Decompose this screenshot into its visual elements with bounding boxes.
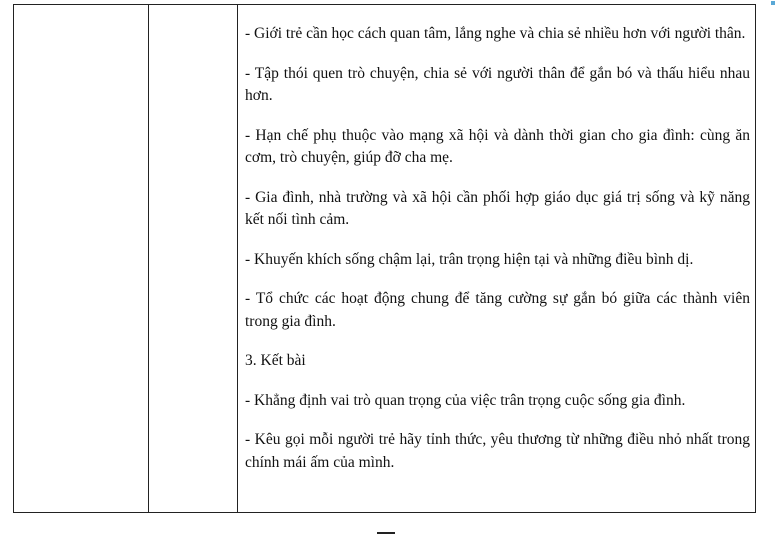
paragraph-5: - Khuyến khích sống chậm lại, trân trọng hiện tại và những điều bình dị. [245,250,694,268]
section-heading-ket-bai: 3. Kết bài [245,352,306,369]
paragraph-6: - Tổ chức các hoạt động chung để tăng cường sự gắn bó giữa các thành viên trong gia đình. [245,290,750,330]
paragraph-3: - Hạn chế phụ thuộc vào mạng xã hội và dành thời gian cho gia đình: cùng ăn cơm, trò chuyện, giúp đỡ cha mẹ. [245,126,750,166]
column-divider-1 [148,5,149,512]
paragraph-8: - Kêu gọi mỗi người trẻ hãy tỉnh thức, yêu thương từ những điều nhỏ nhất trong chính mái ấm của mình. [245,431,750,471]
paragraph-2: - Tập thói quen trò chuyện, chia sẻ với người thân để gắn bó và thấu hiểu nhau hơn. [245,64,750,104]
paragraph-7: - Khẳng định vai trò quan trọng của việc trân trọng cuộc sống gia đình. [245,391,686,409]
corner-marker [771,1,775,5]
page-bottom-mark [377,532,395,534]
paragraph-4: - Gia đình, nhà trường và xã hội cần phối hợp giáo dục giá trị sống và kỹ năng kết nối tình cảm. [245,188,750,228]
column-divider-2 [237,5,238,512]
content-cell [245,23,750,491]
paragraph-1: - Giới trẻ cần học cách quan tâm, lắng nghe và chia sẻ nhiều hơn với người thân. [245,25,746,42]
document-table [13,4,756,513]
